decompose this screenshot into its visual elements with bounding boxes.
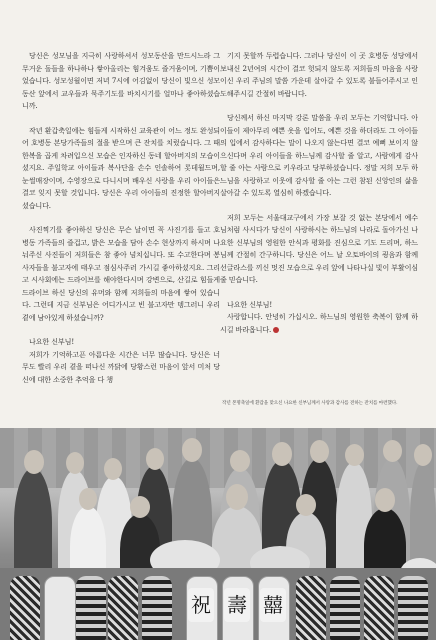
person-head [226, 484, 248, 510]
rice-cake [44, 576, 76, 640]
rice-cake [364, 576, 394, 640]
rice-cake [142, 576, 172, 640]
person-head [104, 458, 122, 480]
person-head [230, 450, 250, 472]
cake-character: 祝 [188, 588, 214, 622]
group-photo [0, 428, 436, 640]
paragraph: 사진찍기를 좋아하신 당신은 무슨 날이면 꼭 사진기를 들고 호병동 가족들의 즐겁고, 밝은 모습을 담아 손수 현상까지 하시며 나눠주신 사진들이 저희들은 참 좋아 넘치십니다. 또 수고한다며 봉사자들을 불고자에 태우고 점심사주러 가시길 좋아하셨지요. 그리고 시사회에는 드라이브를 해야한다시며 강변으로, 산길로 힘들게 드라이브 하신 당신의 유머와 함께 저희들의 마음에 쌓여 있습니다. 그런데 지금 신부님은 어디가시고 빈 불고자만 뎅그러니 우리 곁에 남아있게 하셨습니까? [22, 225, 220, 322]
paragraph: 당신은 성모님을 지극히 사랑하셔서 성모동산을 만드시느라 그 무거운 돌들을 하나하나 쌓아올리는 힘겨움도 즐거움이며, 기쁨이었습니다. 성모성월이면 저녁 7시에 어김없이 당신이 빛으신 성모동산 앞에서 교우들과 묵주기도를 바치시기를 얼마나 좋아하셨습니까. [22, 51, 220, 110]
photo-caption: 작년 본명축일에 환갑을 맞으신 나요한 신부님께서 사랑과 감사를 전하는 잔치를 마련했다. [222, 401, 398, 406]
person-head [345, 444, 364, 466]
paragraph: 작년 환갑축일에는 힘들게 시작하신 교육관이 어느 정도 완성되어 호병동 본당가족들의 절을 받으며 큰 잔치를 치렀습니다. 그 때 한복을 곱게 차려입으신 모습은 인자하신 동네 할아버지의 모습이셨지요. 주일학교 아이들과 복사단을 손수 인솔하여 롯데월드며, 눈썰매장이며, 수영장으로 다니시며 배우신 사랑을 우리 아이들은 결코 잊지 못할 것입니다. 당신은 우리 아이들의 진정한 할아버지셨습니다. [22, 125, 220, 210]
person-head [272, 442, 292, 466]
rice-cake [10, 576, 40, 640]
salutation: 나요한 신부님! [29, 337, 75, 346]
end-mark-icon [273, 327, 279, 333]
person-head [383, 440, 402, 462]
rice-cake [76, 576, 106, 640]
person-head [296, 494, 316, 516]
person-head [182, 438, 202, 462]
left-text-column [22, 50, 220, 386]
paragraph [220, 311, 418, 336]
rice-cake [108, 576, 138, 640]
cake-character: 囍 [260, 588, 286, 622]
person-head [375, 488, 395, 512]
paragraph: 기지 못할까 두렵습니다. 그러나 당신이 이 곳 호병동 성당에서 보내신 2년여의 시간이 결코 헛되지 않도록 저희들의 마음을 사랑이신 우리 주님의 말씀 가운데 살아갈 수 있도록 불들어주시고 인도해주시길 간절히 바랍니다. [220, 51, 418, 98]
rice-cake [296, 576, 326, 640]
salutation: 나요한 신부님! [227, 299, 273, 309]
person-head [79, 488, 97, 510]
person-head [310, 440, 329, 463]
person-head [414, 444, 432, 466]
person-head [66, 452, 84, 474]
paragraph: 당신께서 하신 마지막 강론 말씀을 우리 모두는 기억합니다. 아이들이 제아무리 예쁜 옷을 입어도, 예쁜 것을 하더라도 그 아이들의 입에서 감사하다는 말이 나오지 않는다면 결코 예뻐 보이지 않으신다며 우리 아이들을 하느님께 감사할 줄 알고, 사람에게 감사할 줄 아는 사람으로 키우라고 당부하셨습니다. 정말 저희 모두 하느님을 사랑하고 이웃에 감사할 줄 아는 그런 참된 신앙인의 삶을 살아갈 수 있도록 열심히 하겠습니다. [220, 113, 418, 197]
person-head [130, 496, 150, 518]
person-head [24, 450, 44, 474]
closing-text: 사랑합니다. 안녕히 가십시오. 하느님의 영원한 축복이 함께 하시길 바라옵니다. [220, 312, 418, 334]
person-head [146, 448, 164, 470]
rice-cake [330, 576, 360, 640]
rice-cake [398, 576, 428, 640]
right-text-column [220, 50, 418, 336]
paragraph: 저희가 기억하고픈 아름다운 시간은 너무 많습니다. 당신은 너무도 빨리 우리 곁을 떠나신 까닭에 당황스런 마음이 앞서 미처 당신에 대한 소중한 추억을 다 챙 [22, 349, 220, 384]
paragraph: 저희 모두는 서울대교구에서 가장 보잘 것 없는 본당에서 예수님처럼 사시다가 당신이 사랑하시는 하느님의 나라로 돌아가신 나요한 신부님의 영원한 안식과 평화를 진심으로 기도 드리며, 하느님께 간절히 간구하니다. 당신은 어느 날 오토바이의 굉음과 함께 선글라스를 끼신 멋진 모습으로 우리 앞에 나타나실 빛이 부활이심 줄 믿습니다. [220, 212, 418, 284]
person [14, 468, 52, 578]
cake-character: 壽 [224, 588, 250, 622]
